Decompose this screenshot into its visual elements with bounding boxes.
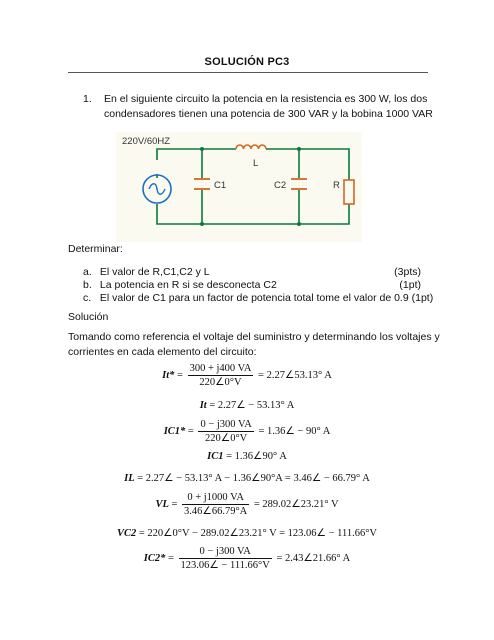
equation-ic2-conj: IC2* = $\frac{0 - j300 VA}{123.06\angle - 111.66^\circ V}$ = 2.43∠21.66° A [143, 546, 351, 571]
equation-it-conj: It* = $\frac{300 + j400 VA}{220\angle 0^\circ V}$ = 2.27∠53.13° A [162, 363, 332, 388]
list-item-label: a. [83, 266, 92, 278]
source-label: 220V/60HZ [122, 136, 171, 147]
list-item-label: b. [83, 279, 92, 291]
list-item-points: (3pts) [394, 266, 421, 278]
c2-label: C2 [274, 180, 287, 191]
equation-vc2: VC2 = 220∠0°V − 289.02∠23.21° V = 123.06∠ − 111.66°V [116, 528, 378, 539]
list-item-label: c. [83, 292, 92, 304]
intro-line-1: Tomando como referencia el voltaje del suministro y determinando los voltajes y [68, 331, 440, 343]
list-item-points: (1pt) [399, 279, 421, 291]
question-line-2: condensadores tienen una potencia de 300 VAR y la bobina 1000 VAR [104, 108, 433, 120]
inductor-label: L [253, 158, 259, 169]
title-divider [68, 72, 428, 73]
question-line-1: En el siguiente circuito la potencia en la resistencia es 300 W, los dos [104, 93, 428, 105]
solucion-heading: Solución [68, 311, 109, 323]
question-number: 1. [83, 93, 92, 105]
c1-label: C1 [214, 180, 227, 191]
list-item-text: La potencia en R si se desconecta C2 [99, 279, 277, 291]
list-item-text: El valor de C1 para un factor de potencia total tome el valor de 0.9 (1pt) [99, 292, 434, 304]
capacitor-c2-icon [291, 179, 307, 189]
list-item [83, 291, 463, 306]
page-title: SOLUCIÓN PC3 [204, 56, 290, 68]
equation-il: IL = 2.27∠ − 53.13° A − 1.36∠90°A = 3.46∠ − 66.79° A [124, 473, 370, 484]
circuit-svg [116, 132, 362, 242]
ac-source-icon [143, 175, 171, 203]
list-item-text: El valor de R,C1,C2 y L [99, 266, 210, 278]
equation-vl: VL = $\frac{0 + j1000 VA}{3.46\angle 66.79^\circ A}$ = 289.02∠23.21° V [155, 492, 339, 517]
determinar-label: Determinar: [68, 243, 123, 255]
r-label: R [333, 180, 340, 191]
inductor-icon [236, 145, 266, 149]
intro-line-2: corrientes en cada elemento del circuito: [68, 346, 257, 358]
equation-ic1-conj: IC1* = $\frac{0 - j300 VA}{220\angle 0^\circ V}$ = 1.36∠ − 90° A [163, 419, 331, 444]
circuit-diagram [116, 132, 362, 242]
capacitor-c1-icon [194, 179, 210, 189]
resistor-icon [344, 180, 354, 204]
equation-ic1: IC1 = 1.36∠90° A [207, 451, 287, 462]
equation-it: It = 2.27∠ − 53.13° A [199, 400, 295, 411]
